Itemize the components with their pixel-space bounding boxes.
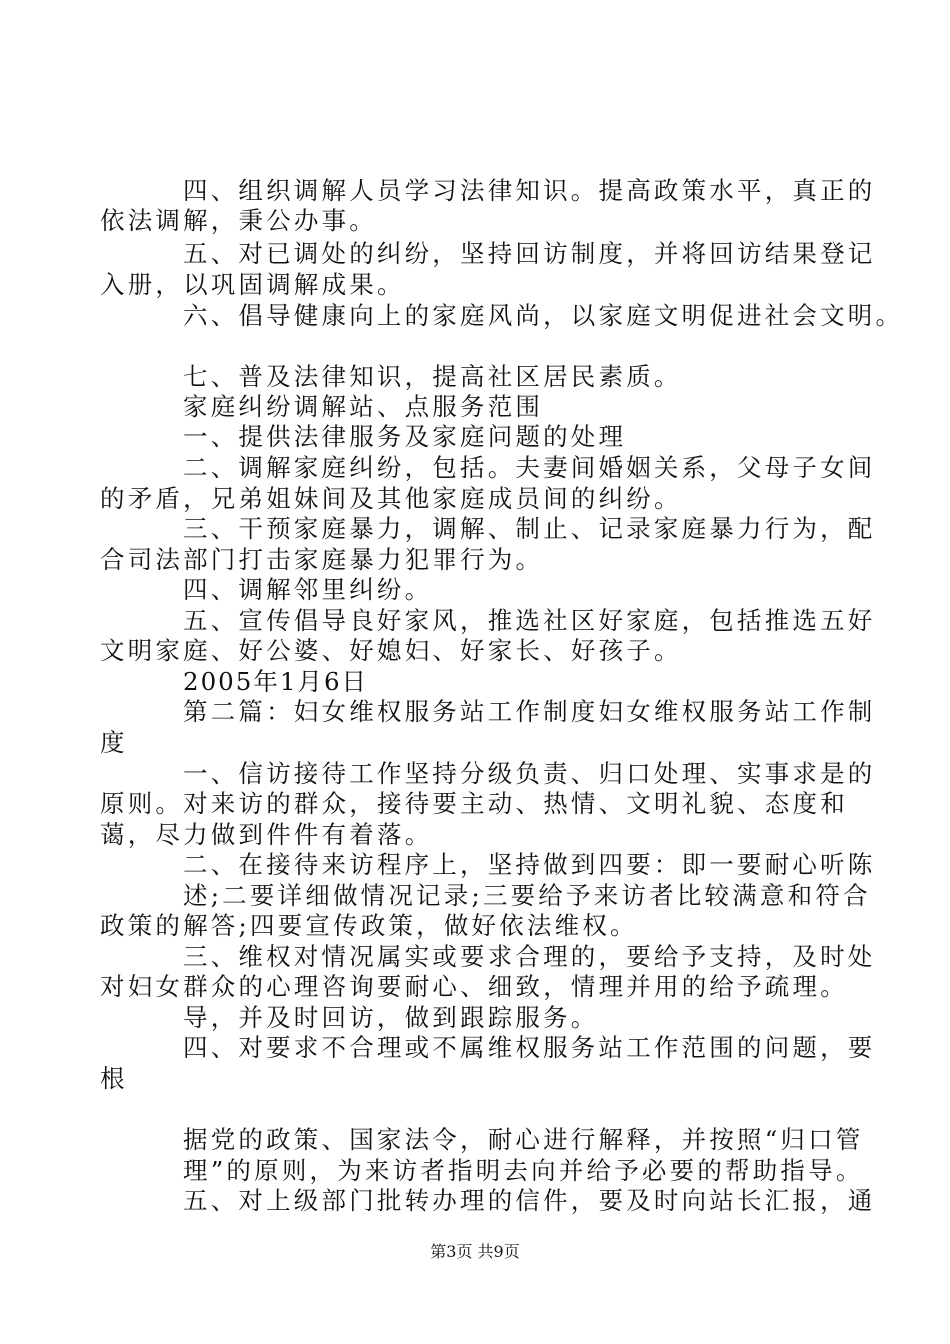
text-line: 理”的原则，为来访者指明去向并给予必要的帮助指导。: [183, 1156, 864, 1185]
text-line: 四、对要求不合理或不属维权服务站工作范围的问题，要: [183, 1033, 876, 1062]
text-line: 一、提供法律服务及家庭问题的处理: [183, 422, 627, 451]
text-line: 政策的解答;四要宣传政策，做好依法维权。: [100, 911, 638, 940]
text-line: 一、信访接待工作坚持分级负责、归口处理、实事求是的: [183, 759, 876, 788]
text-line: 六、倡导健康向上的家庭风尚，以家庭文明促进社会文明。: [183, 301, 904, 330]
text-line: 对妇女群众的心理咨询要耐心、细致，情理并用的给予疏理。: [100, 972, 848, 1001]
text-line: 文明家庭、好公婆、好媳妇、好家长、好孩子。: [100, 636, 682, 665]
text-line: 三、干预家庭暴力，调解、制止、记录家庭暴力行为，配: [183, 514, 876, 543]
text-line: 五、对上级部门批转办理的信件，要及时向站长汇报，通: [183, 1186, 876, 1215]
text-line: 合司法部门打击家庭暴力犯罪行为。: [100, 545, 544, 574]
text-line: 四、组织调解人员学习法律知识。提高政策水平，真正的: [183, 176, 876, 205]
text-line: 三、维权对情况属实或要求合理的，要给予支持，及时处: [183, 942, 876, 971]
text-line: 导，并及时回访，做到跟踪服务。: [183, 1003, 599, 1032]
text-line: 五、宣传倡导良好家风，推选社区好家庭，包括推选五好: [183, 606, 876, 635]
text-line: 七、普及法律知识，提高社区居民素质。: [183, 362, 682, 391]
text-line: 原则。对来访的群众，接待要主动、热情、文明礼貌、态度和: [100, 789, 848, 818]
text-line: 五、对已调处的纠纷，坚持回访制度，并将回访结果登记: [183, 239, 876, 268]
text-line: 二、在接待来访程序上，坚持做到四要：即一要耐心听陈: [183, 850, 876, 879]
section-heading: 第二篇：妇女维权服务站工作制度妇女维权服务站工作制: [183, 697, 876, 726]
text-line: 述;二要详细做情况记录;三要给予来访者比较满意和符合: [183, 881, 871, 910]
text-line: 二、调解家庭纠纷，包括。夫妻间婚姻关系，父母子女间: [183, 453, 876, 482]
text-line: 度: [100, 728, 128, 757]
text-line: 家庭纠纷调解站、点服务范围: [183, 392, 544, 421]
text-line: 根: [100, 1064, 128, 1093]
date-line: 2005年1月6日: [183, 667, 369, 696]
text-line: 据党的政策、国家法令，耐心进行解释，并按照“归口管: [183, 1125, 864, 1154]
text-line: 依法调解，秉公办事。: [100, 206, 377, 235]
text-line: 的矛盾，兄弟姐妹间及其他家庭成员间的纠纷。: [100, 484, 682, 513]
text-line: 蔼，尽力做到件件有着落。: [100, 820, 433, 849]
page-number-footer: 第3页 共9页: [430, 1242, 520, 1261]
text-line: 入册，以巩固调解成果。: [100, 270, 405, 299]
text-line: 四、调解邻里纠纷。: [183, 575, 433, 604]
